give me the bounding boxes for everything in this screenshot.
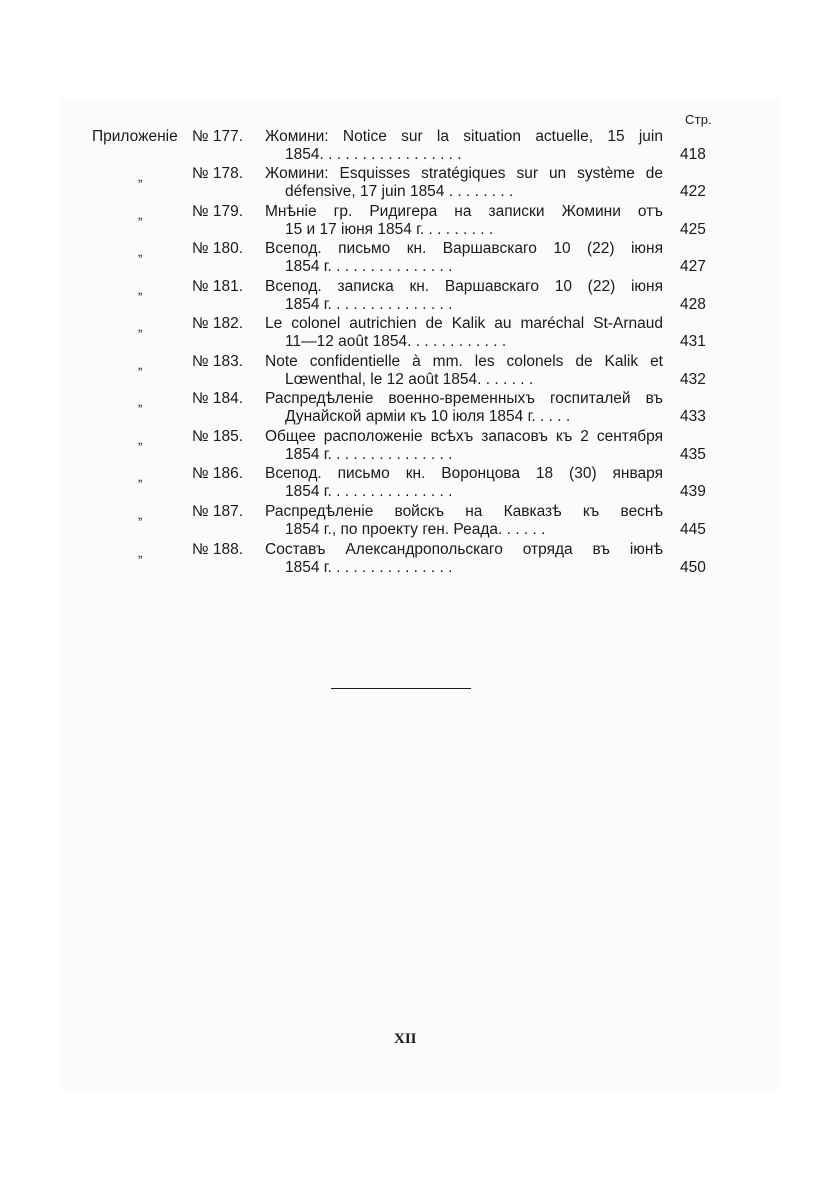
appendix-number: № 177. bbox=[192, 128, 244, 145]
entry-title: Общее расположеніе всѣхъ запасовъ къ 2 сентября bbox=[265, 428, 663, 445]
entry-title-line2: 1854 г. bbox=[285, 296, 332, 313]
leader-dots: . . . . . . . . . . . . . . bbox=[331, 559, 453, 576]
entry-title: Всепод. записка кн. Варшавскаго 10 (22) іюня bbox=[265, 278, 663, 295]
leader-dots: . . . . . . . . bbox=[444, 183, 514, 200]
entry-title-line2: défensive, 17 juin 1854 bbox=[285, 183, 445, 200]
toc-entry[interactable] bbox=[0, 465, 840, 502]
entry-title-continued bbox=[285, 371, 665, 389]
entry-title-continued bbox=[285, 258, 665, 276]
entry-title-line2: 11—12 août 1854. bbox=[285, 333, 412, 350]
toc-entry[interactable] bbox=[0, 203, 840, 240]
toc-entry[interactable] bbox=[0, 503, 840, 540]
toc-entry[interactable] bbox=[0, 315, 840, 352]
page-reference: 432 bbox=[680, 371, 706, 388]
toc-entry[interactable] bbox=[0, 278, 840, 315]
page-reference: 433 bbox=[680, 408, 706, 425]
leader-dots: . . . . . . . . bbox=[424, 221, 494, 238]
ditto-mark: „ bbox=[138, 207, 143, 222]
entry-title-continued bbox=[285, 221, 665, 239]
ditto-mark: „ bbox=[138, 432, 143, 447]
entry-title-line2: 1854 г. bbox=[285, 446, 332, 463]
entry-title-line2: 1854 г. bbox=[285, 258, 332, 275]
leader-dots: . . . . . . bbox=[481, 371, 534, 388]
toc-entry[interactable] bbox=[0, 541, 840, 578]
entry-title: Составъ Александропольскаго отряда въ іюнѣ bbox=[265, 541, 663, 558]
leader-dots: . . . . . . . . . . . . . . bbox=[331, 296, 453, 313]
entry-title-line2: Lœwenthal, le 12 août 1854. bbox=[285, 371, 482, 388]
appendix-number: № 178. bbox=[192, 165, 244, 182]
leader-dots: . . . . bbox=[535, 408, 571, 425]
entry-title: Note confidentielle à mm. les colonels de Kalik et bbox=[265, 353, 663, 370]
ditto-mark: „ bbox=[138, 469, 143, 484]
toc-entry[interactable] bbox=[0, 428, 840, 465]
leader-dots: . . . . . . . . . . . bbox=[411, 333, 507, 350]
leader-dots: . . . . . . . . . . . . . . bbox=[331, 483, 453, 500]
entry-title-line2: 15 и 17 іюня 1854 г. bbox=[285, 221, 425, 238]
entry-title: Жомини: Notice sur la situation actuelle, 15 juin bbox=[265, 128, 663, 145]
section-divider bbox=[331, 688, 471, 689]
ditto-mark: „ bbox=[138, 244, 143, 259]
appendix-number: № 187. bbox=[192, 503, 244, 520]
entry-title: Всепод. письмо кн. Воронцова 18 (30) января bbox=[265, 465, 663, 482]
entry-title-line2: 1854 г. bbox=[285, 483, 332, 500]
entry-title-continued bbox=[285, 408, 665, 426]
entry-title-continued bbox=[285, 146, 665, 164]
page-reference: 435 bbox=[680, 446, 706, 463]
page-reference: 431 bbox=[680, 333, 706, 350]
appendix-label: Приложеніе bbox=[92, 128, 178, 145]
page-column-label: Стр. bbox=[685, 112, 712, 127]
page-reference: 422 bbox=[680, 183, 706, 200]
ditto-mark: „ bbox=[138, 357, 143, 372]
ditto-mark: „ bbox=[138, 319, 143, 334]
ditto-mark: „ bbox=[138, 507, 143, 522]
appendix-number: № 180. bbox=[192, 240, 244, 257]
entry-title: Распредѣленіе военно-временныхъ госпиталей въ bbox=[265, 390, 663, 407]
entry-title: Всепод. письмо кн. Варшавскаго 10 (22) іюня bbox=[265, 240, 663, 257]
appendix-number: № 188. bbox=[192, 541, 244, 558]
toc-entry[interactable] bbox=[0, 165, 840, 202]
appendix-number: № 181. bbox=[192, 278, 244, 295]
ditto-mark: „ bbox=[138, 394, 143, 409]
entry-title-line2: Дунайской арміи къ 10 іюля 1854 г. bbox=[285, 408, 536, 425]
leader-dots: . . . . . bbox=[502, 521, 546, 538]
page-reference: 450 bbox=[680, 559, 706, 576]
toc-entry[interactable] bbox=[0, 128, 840, 165]
appendix-number: № 185. bbox=[192, 428, 244, 445]
entry-title-continued bbox=[285, 521, 665, 539]
entry-title-line2: 1854 г., по проекту ген. Реада. bbox=[285, 521, 503, 538]
entry-title-line2: 1854 г. bbox=[285, 559, 332, 576]
ditto-mark: „ bbox=[138, 545, 143, 560]
ditto-mark: „ bbox=[138, 169, 143, 184]
appendix-number: № 186. bbox=[192, 465, 244, 482]
leader-dots: . . . . . . . . . . . . . . bbox=[331, 446, 453, 463]
ditto-mark: „ bbox=[138, 282, 143, 297]
entry-title-continued bbox=[285, 296, 665, 314]
entry-title: Жомини: Esquisses stratégiques sur un système de bbox=[265, 165, 663, 182]
leader-dots: . . . . . . . . . . . . . . bbox=[331, 258, 453, 275]
entry-title: Распредѣленіе войскъ на Кавказѣ къ веснѣ bbox=[265, 503, 663, 520]
page-reference: 425 bbox=[680, 221, 706, 238]
appendix-number: № 183. bbox=[192, 353, 244, 370]
entry-title-continued bbox=[285, 559, 665, 577]
appendix-number: № 184. bbox=[192, 390, 244, 407]
toc-entry[interactable] bbox=[0, 353, 840, 390]
entry-title-line2: 1854. bbox=[285, 146, 324, 163]
page-reference: 439 bbox=[680, 483, 706, 500]
toc-entry[interactable] bbox=[0, 240, 840, 277]
page-reference: 445 bbox=[680, 521, 706, 538]
entry-title: Le colonel autrichien de Kalik au maréchal St-Arnaud bbox=[265, 315, 663, 332]
appendix-number: № 179. bbox=[192, 203, 244, 220]
page-reference: 428 bbox=[680, 296, 706, 313]
toc-entry[interactable] bbox=[0, 390, 840, 427]
page-reference: 418 bbox=[680, 146, 706, 163]
entry-title-continued bbox=[285, 446, 665, 464]
entry-title-continued bbox=[285, 183, 665, 201]
page-reference: 427 bbox=[680, 258, 706, 275]
leader-dots: . . . . . . . . . . . . . . . . bbox=[323, 146, 462, 163]
entry-title-continued bbox=[285, 333, 665, 351]
entry-title: Мнѣніе гр. Ридигера на записки Жомини отъ bbox=[265, 203, 663, 220]
entry-title-continued bbox=[285, 483, 665, 501]
page-number: XII bbox=[394, 1031, 417, 1047]
appendix-number: № 182. bbox=[192, 315, 244, 332]
